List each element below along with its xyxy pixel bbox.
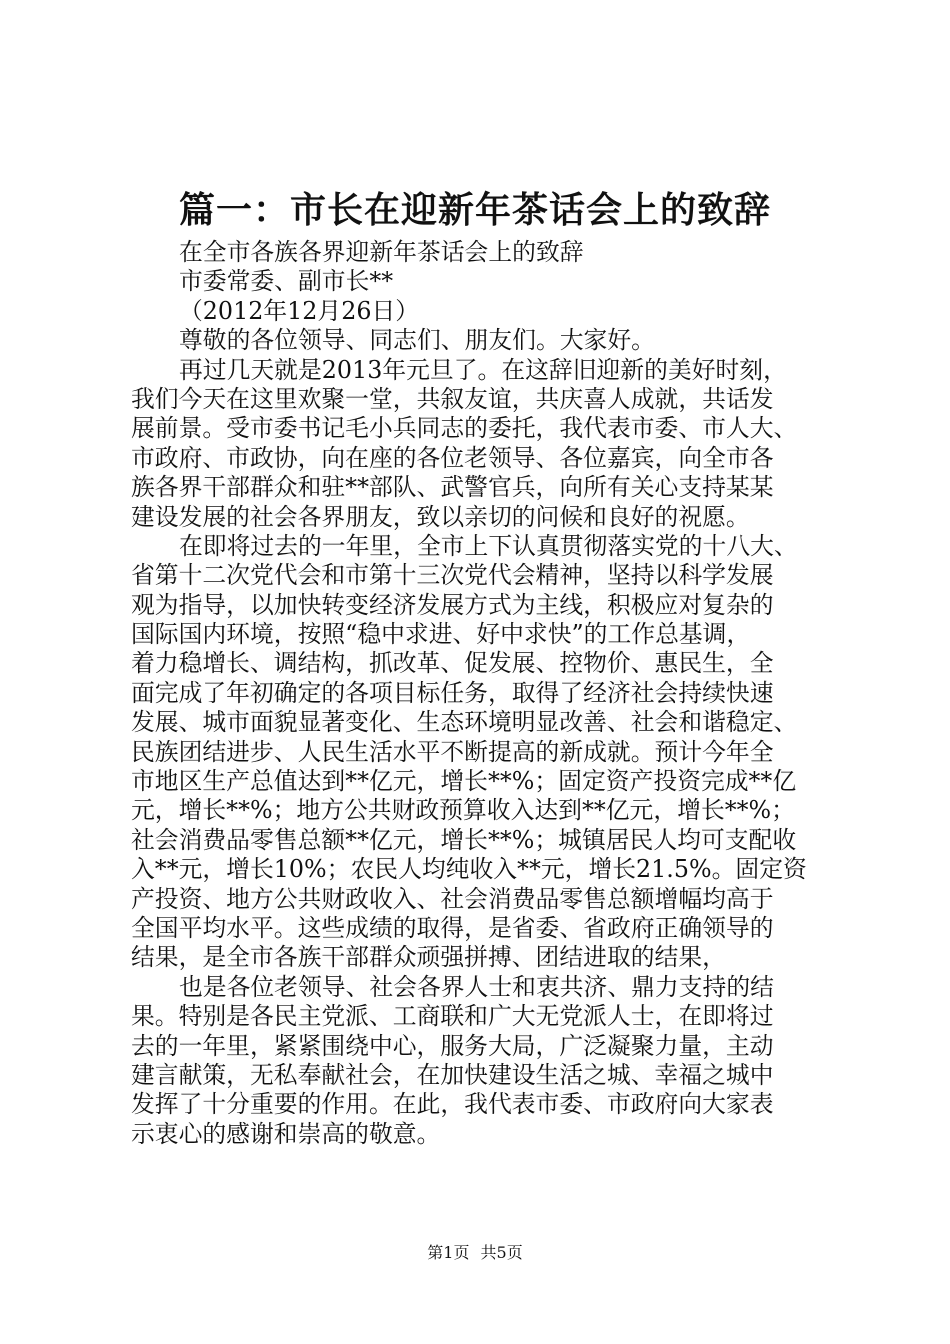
text-line: 果。特别是各民主党派、工商联和广大无党派人士，在即将过 [131,1002,774,1031]
text-line: 我们今天在这里欢聚一堂，共叙友谊，共庆喜人成就，共话发 [131,384,774,413]
text-line: 国际国内环境，按照“稳中求进、好中求快”的工作总基调， [131,620,751,649]
text-line: 元，增长**%；地方公共财政预算收入达到**亿元，增长**%； [131,796,795,825]
text-line: 着力稳增长、调结构，抓改革、促发展、控物价、惠民生，全 [131,649,774,678]
text-line: 建设发展的社会各界朋友，致以亲切的问候和良好的祝愿。 [131,502,750,531]
page-footer [0,1242,950,1264]
text-line: 再过几天就是2013年元旦了。在这辞旧迎新的美好时刻， [179,355,787,384]
text-line: 发展、城市面貌显著变化、生态环境明显改善、社会和谐稳定、 [131,708,798,737]
document-title: 篇一：市长在迎新年茶话会上的致辞 [178,189,771,231]
text-line: 市政府、市政协，向在座的各位老领导、各位嘉宾，向全市各 [131,443,774,472]
text-line: 省第十二次党代会和市第十三次党代会精神，坚持以科学发展 [131,561,774,590]
text-line: 全国平均水平。这些成绩的取得，是省委、省政府正确领导的 [131,913,774,942]
text-line: 观为指导，以加快转变经济发展方式为主线，积极应对复杂的 [131,590,774,619]
text-line: 去的一年里，紧紧围绕中心，服务大局，广泛凝聚力量，主动 [131,1031,774,1060]
text-line: 在全市各族各界迎新年茶话会上的致辞 [179,238,584,266]
text-line: 也是各位老领导、社会各界人士和衷共济、鼎力支持的结 [179,972,774,1001]
text-line: 发挥了十分重要的作用。在此，我代表市委、市政府向大家表 [131,1090,774,1119]
text-line: 入**元，增长10%；农民人均纯收入**元，增长21.5%。固定资 [131,855,807,884]
text-line: 面完成了年初确定的各项目标任务，取得了经济社会持续快速 [131,678,774,707]
text-line: 在即将过去的一年里，全市上下认真贯彻落实党的十八大、 [179,531,798,560]
document-body [131,238,829,1149]
text-line: 民族团结进步、人民生活水平不断提高的新成就。预计今年全 [131,737,774,766]
text-line: 市委常委、副市长** [179,267,394,296]
text-line: 市地区生产总值达到**亿元，增长**%；固定资产投资完成**亿 [131,767,797,796]
text-line: （2012年12月26日） [179,296,420,325]
text-line: 产投资、地方公共财政收入、社会消费品零售总额增幅均高于 [131,884,774,913]
text-line: 结果，是全市各族干部群众顽强拼搏、团结进取的结果， [131,943,726,972]
text-line: 建言献策，无私奉献社会，在加快建设生活之城、幸福之城中 [131,1060,774,1089]
page-total: 共5页 [480,1243,523,1262]
text-line: 社会消费品零售总额**亿元，增长**%；城镇居民人均可支配收 [131,825,797,854]
text-line: 示衷心的感谢和崇高的敬意。 [131,1119,441,1148]
text-line: 尊敬的各位领导、同志们、朋友们。大家好。 [179,326,655,355]
text-line: 展前景。受市委书记毛小兵同志的委托，我代表市委、市人大、 [131,414,798,443]
text-line: 族各界干部群众和驻**部队、武警官兵，向所有关心支持某某 [131,473,774,502]
page-number: 第1页 [427,1243,470,1262]
